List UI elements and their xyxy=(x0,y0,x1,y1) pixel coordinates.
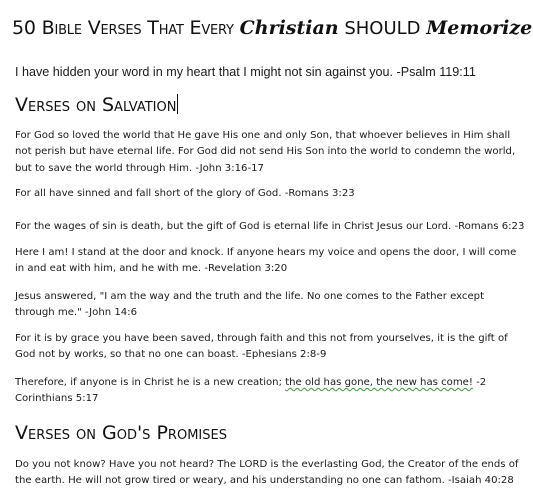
verse-paragraph[interactable]: For the wages of sin is death, but the gift of God is eternal life in Christ Jesus our Lord. -Romans 6:23 xyxy=(15,221,525,232)
document-title xyxy=(12,15,532,42)
verse-paragraph[interactable]: Here I am! I stand at the door and knock. If anyone hears my voice and opens the door, I will come in and eat with him, and he with me. -Revelation 3:20 xyxy=(15,247,517,275)
title-part-memorize: Memorize xyxy=(426,17,533,39)
verse-paragraph[interactable]: For all have sinned and fall short of the glory of God. -Romans 3:23 xyxy=(15,188,355,199)
intro-verse[interactable]: I have hidden your word in my heart that I might not sin against you. -Psalm 119:11 xyxy=(15,65,476,79)
verse-reference: -2 Corinthians 5:17 xyxy=(15,377,487,405)
verse-paragraph[interactable]: Jesus answered, "I am the way and the truth and the life. No one comes to the Father except through me." -John 14:6 xyxy=(15,291,485,319)
title-part-1: 50 Bible Verses That Every xyxy=(12,17,240,39)
verse-text: Therefore, if anyone is in Christ he is a new creation; xyxy=(15,377,286,388)
verse-paragraph[interactable]: For God so loved the world that He gave His one and only Son, that whoever believes in Him shall not perish but have eternal life. For God did not send His Son into the world to condemn the world, but to save the world through Him. -John 3:16-17 xyxy=(15,130,516,174)
verse-paragraph-last[interactable] xyxy=(15,375,525,408)
text-cursor xyxy=(177,94,178,114)
spellcheck-marked-text[interactable]: the old has gone, the new has come! xyxy=(285,377,473,388)
section-heading-promises[interactable]: Verses on God's Promises xyxy=(15,422,227,444)
section-heading-salvation-text: Verses on Salvation xyxy=(15,94,177,116)
section-heading-salvation[interactable] xyxy=(15,93,178,117)
verse-paragraph[interactable]: Do you not know? Have you not heard? The LORD is the everlasting God, the Creator of the ends of the earth. He will not grow tired or weary, and his understanding no one can fathom. -Isaiah 40:28 xyxy=(15,459,519,487)
verse-paragraph[interactable]: For it is by grace you have been saved, through faith and this not from yourselves, it is the gift of God not by works, so that no one can boast. -Ephesians 2:8-9 xyxy=(15,333,508,361)
title-part-christian: Christian xyxy=(239,17,339,39)
title-part-should: SHOULD xyxy=(338,18,427,39)
